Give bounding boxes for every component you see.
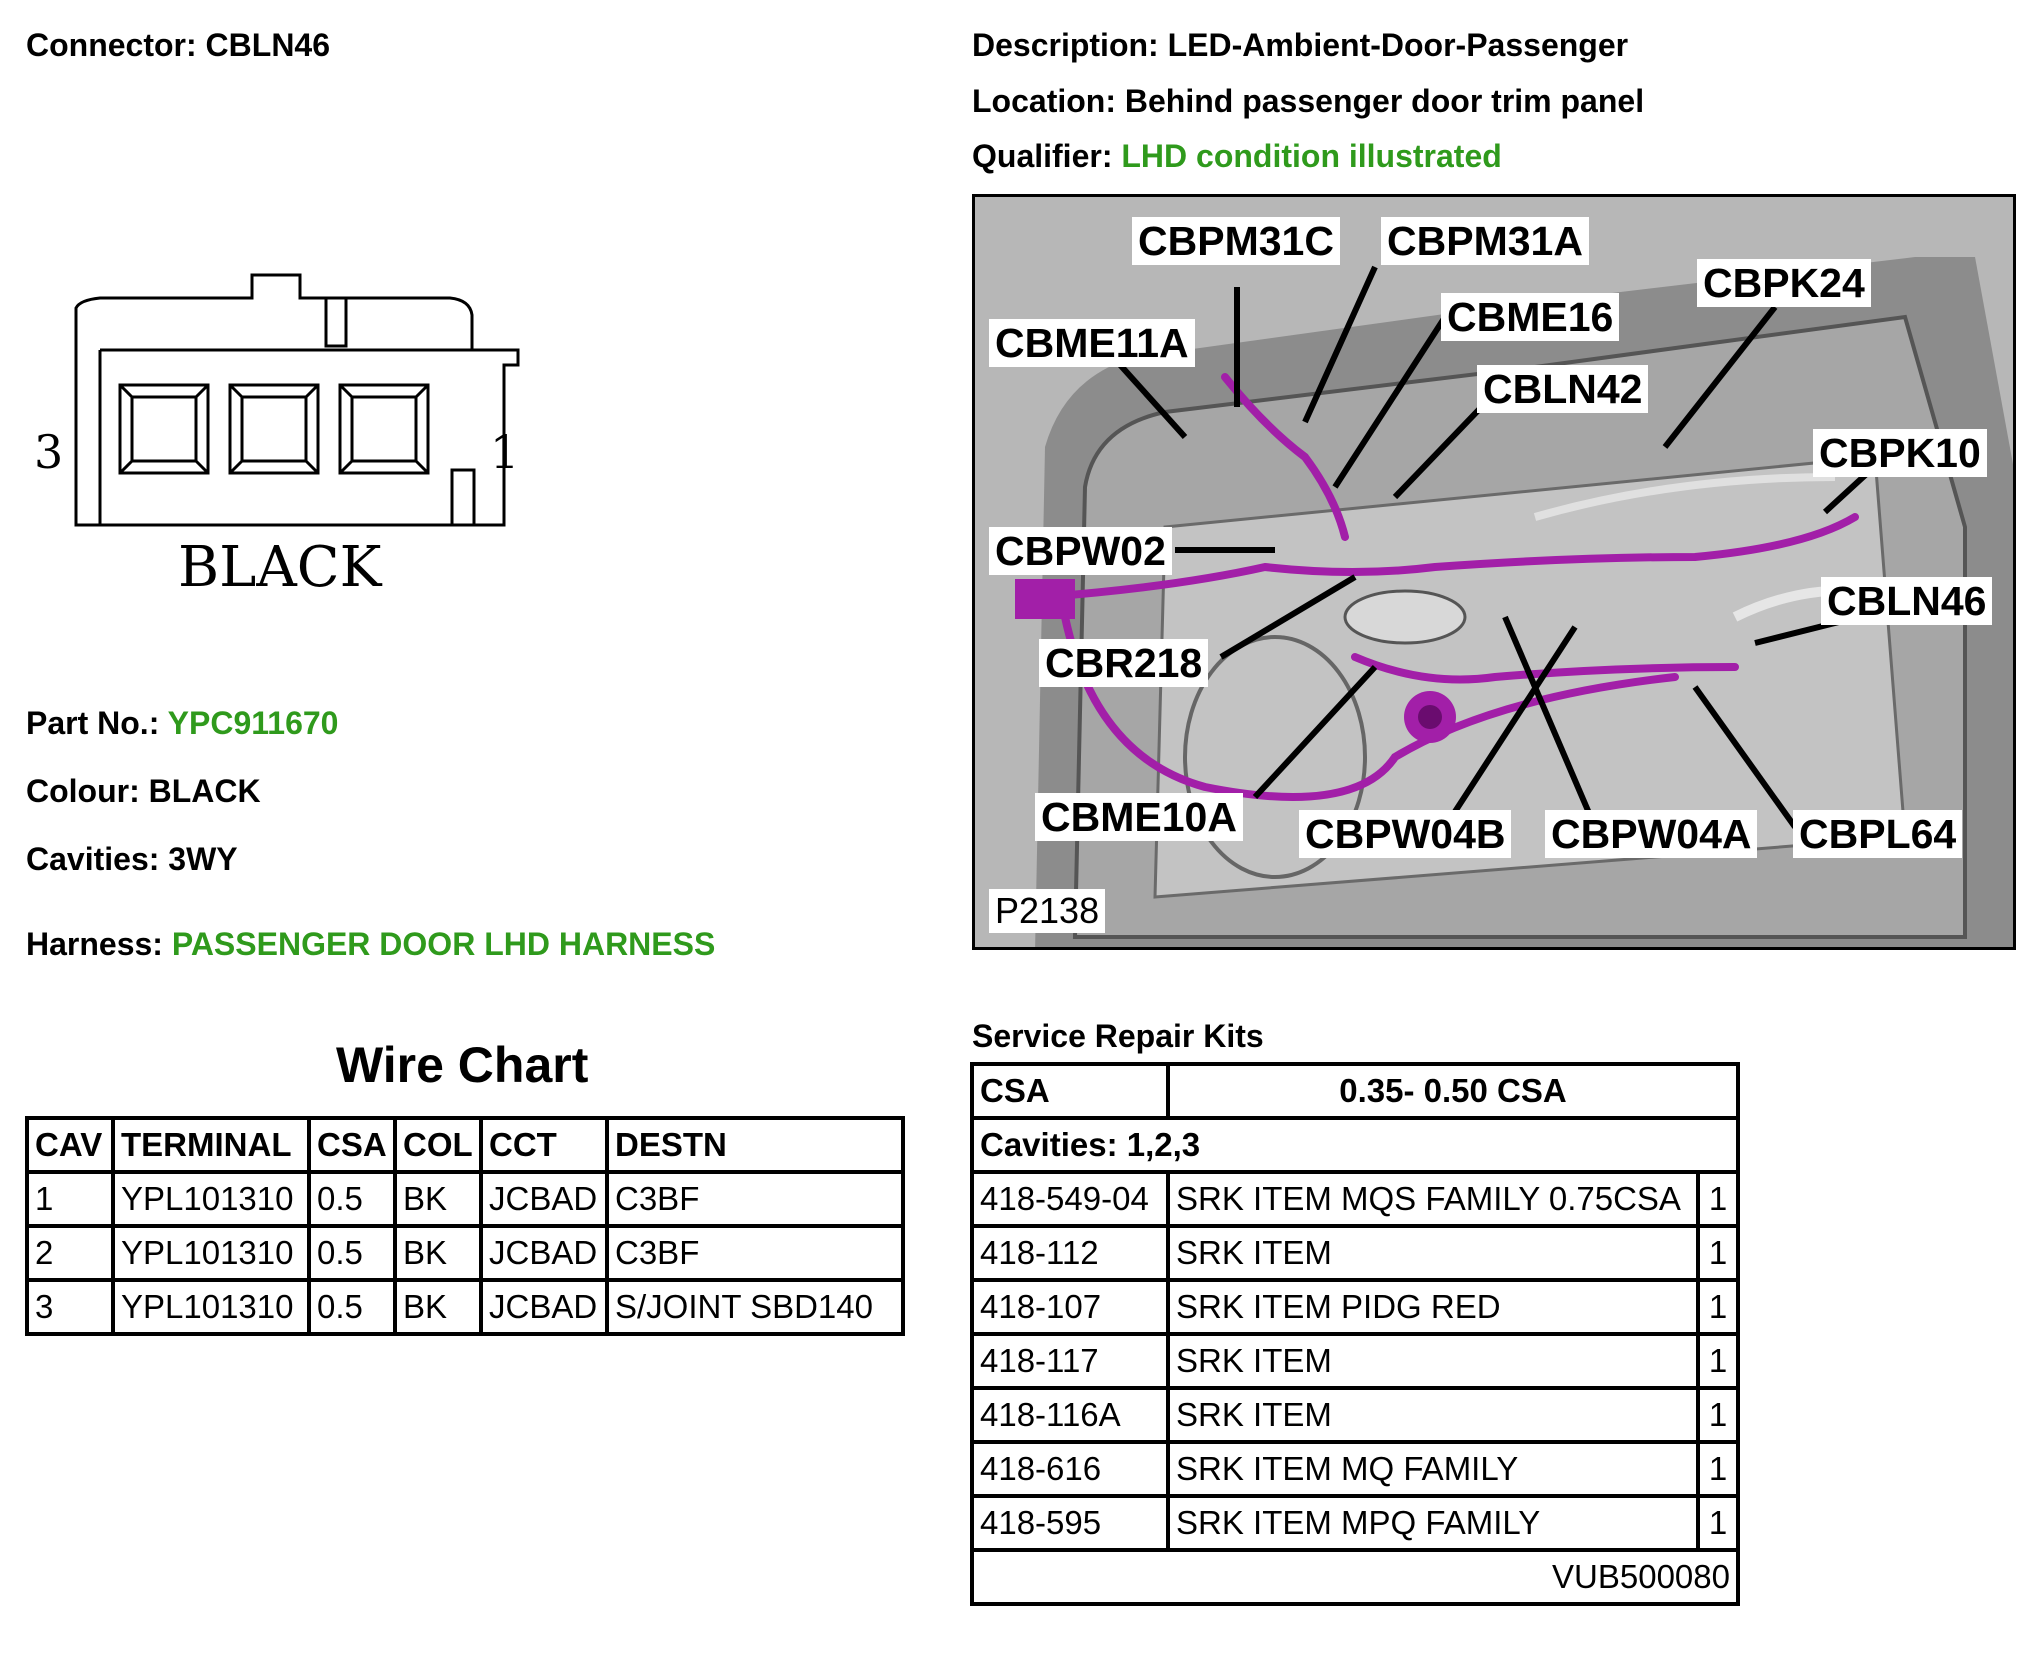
cct-cell: JCBAD (483, 1282, 605, 1332)
srk-desc-cell: SRK ITEM MQ FAMILY (1170, 1444, 1696, 1494)
wire-chart-title: Wire Chart (336, 1037, 589, 1093)
srk-cavities-label: Cavities: 1,2,3 (974, 1120, 1736, 1170)
srk-desc-cell: SRK ITEM MQS FAMILY 0.75CSA (1170, 1174, 1696, 1224)
qualifier-label: Qualifier: (972, 138, 1113, 174)
harness-value: PASSENGER DOOR LHD HARNESS (171, 926, 716, 962)
connector-colour-text: BLACK (178, 535, 382, 600)
srk-desc-cell: SRK ITEM (1170, 1228, 1696, 1278)
harness-label: Harness: (26, 926, 163, 962)
connector-line (26, 25, 330, 65)
terminal-cell: YPL101310 (115, 1174, 307, 1224)
colour-line (26, 771, 261, 811)
srk-header-row (974, 1066, 1736, 1116)
csa-cell: 0.5 (311, 1174, 393, 1224)
srk-csa-label: CSA (974, 1066, 1166, 1116)
srk-desc-cell: SRK ITEM PIDG RED (1170, 1282, 1696, 1332)
destn-cell: C3BF (609, 1228, 901, 1278)
col-cell: BK (397, 1228, 479, 1278)
callout-cbme10a: CBME10A (1035, 793, 1243, 841)
table-row (974, 1336, 1736, 1386)
callout-cbr218: CBR218 (1039, 639, 1208, 687)
srk-footer: VUB500080 (974, 1552, 1736, 1602)
callout-cbpw02: CBPW02 (989, 527, 1172, 575)
table-row (29, 1282, 901, 1332)
connector-value: CBLN46 (205, 27, 331, 63)
cav-cell: 2 (29, 1228, 111, 1278)
col-destn-header: DESTN (609, 1120, 901, 1170)
srk-part-cell: 418-112 (974, 1228, 1166, 1278)
callout-cbpw04b: CBPW04B (1299, 810, 1511, 858)
table-row (29, 1228, 901, 1278)
table-row (974, 1174, 1736, 1224)
srk-cavities-row (974, 1120, 1736, 1170)
srk-part-cell: 418-595 (974, 1498, 1166, 1548)
location-line (972, 81, 1644, 121)
srk-desc-cell: SRK ITEM (1170, 1390, 1696, 1440)
srk-desc-cell: SRK ITEM (1170, 1336, 1696, 1386)
destn-cell: C3BF (609, 1174, 901, 1224)
srk-part-cell: 418-549-04 (974, 1174, 1166, 1224)
col-csa-header: CSA (311, 1120, 393, 1170)
csa-cell: 0.5 (311, 1228, 393, 1278)
location-label: Location: (972, 83, 1116, 119)
callout-cbln46: CBLN46 (1821, 577, 1992, 625)
callout-cbpw04a: CBPW04A (1545, 810, 1757, 858)
callout-cbpk24: CBPK24 (1697, 259, 1871, 307)
srk-part-cell: 418-117 (974, 1336, 1166, 1386)
harness-line (26, 924, 715, 964)
cct-cell: JCBAD (483, 1228, 605, 1278)
col-col-header: COL (397, 1120, 479, 1170)
terminal-cell: YPL101310 (115, 1228, 307, 1278)
part-no-line (26, 703, 338, 743)
csa-cell: 0.5 (311, 1282, 393, 1332)
srk-qty-cell: 1 (1700, 1498, 1736, 1548)
callout-cbme11a: CBME11A (989, 319, 1195, 367)
cavities-line (26, 839, 238, 879)
callout-cblN42: CBLN42 (1477, 365, 1648, 413)
srk-title: Service Repair Kits (972, 1018, 1264, 1054)
cavities-label: Cavities: (26, 841, 160, 877)
col-cell: BK (397, 1282, 479, 1332)
table-row (974, 1228, 1736, 1278)
srk-part-cell: 418-616 (974, 1444, 1166, 1494)
pin-3-label: 3 (34, 425, 64, 479)
table-row (29, 1174, 901, 1224)
terminal-cell: YPL101310 (115, 1282, 307, 1332)
description-label: Description: (972, 27, 1159, 63)
srk-desc-cell: SRK ITEM MPQ FAMILY (1170, 1498, 1696, 1548)
table-row (974, 1282, 1736, 1332)
door-location-figure (972, 194, 2016, 950)
callout-cbpl64: CBPL64 (1793, 810, 1962, 858)
table-row (974, 1390, 1736, 1440)
col-terminal-header: TERMINAL (115, 1120, 307, 1170)
cav-cell: 3 (29, 1282, 111, 1332)
col-cav-header: CAV (29, 1120, 111, 1170)
srk-qty-cell: 1 (1700, 1336, 1736, 1386)
srk-qty-cell: 1 (1700, 1390, 1736, 1440)
srk-csa-value: 0.35- 0.50 CSA (1170, 1066, 1736, 1116)
srk-qty-cell: 1 (1700, 1174, 1736, 1224)
description-line (972, 25, 1628, 65)
qualifier-value: LHD condition illustrated (1121, 138, 1502, 174)
qualifier-line (972, 136, 1502, 176)
part-no-value: YPC911670 (167, 705, 339, 741)
callout-cbpk10: CBPK10 (1813, 429, 1987, 477)
srk-qty-cell: 1 (1700, 1282, 1736, 1332)
callout-cbpm31c: CBPM31C (1132, 217, 1340, 265)
destn-cell: S/JOINT SBD140 (609, 1282, 901, 1332)
cav-cell: 1 (29, 1174, 111, 1224)
colour-label: Colour: (26, 773, 140, 809)
connector-label: Connector: (26, 27, 197, 63)
srk-qty-cell: 1 (1700, 1444, 1736, 1494)
location-value: Behind passenger door trim panel (1124, 83, 1645, 119)
srk-table (970, 1062, 1740, 1606)
wire-chart-header-row (29, 1120, 901, 1170)
srk-qty-cell: 1 (1700, 1228, 1736, 1278)
callout-cbme16: CBME16 (1441, 293, 1619, 341)
colour-value: BLACK (148, 773, 261, 809)
cavities-value: 3WY (168, 841, 238, 877)
wire-chart-table (25, 1116, 905, 1336)
cct-cell: JCBAD (483, 1174, 605, 1224)
description-value: LED-Ambient-Door-Passenger (1167, 27, 1629, 63)
figure-id: P2138 (989, 889, 1105, 933)
col-cct-header: CCT (483, 1120, 605, 1170)
col-cell: BK (397, 1174, 479, 1224)
srk-part-cell: 418-116A (974, 1390, 1166, 1440)
pin-1-label: 1 (490, 425, 520, 479)
callout-cbpm31a: CBPM31A (1381, 217, 1589, 265)
table-row (974, 1444, 1736, 1494)
part-no-label: Part No.: (26, 705, 160, 741)
srk-footer-row (974, 1552, 1736, 1602)
table-row (974, 1498, 1736, 1548)
srk-part-cell: 418-107 (974, 1282, 1166, 1332)
